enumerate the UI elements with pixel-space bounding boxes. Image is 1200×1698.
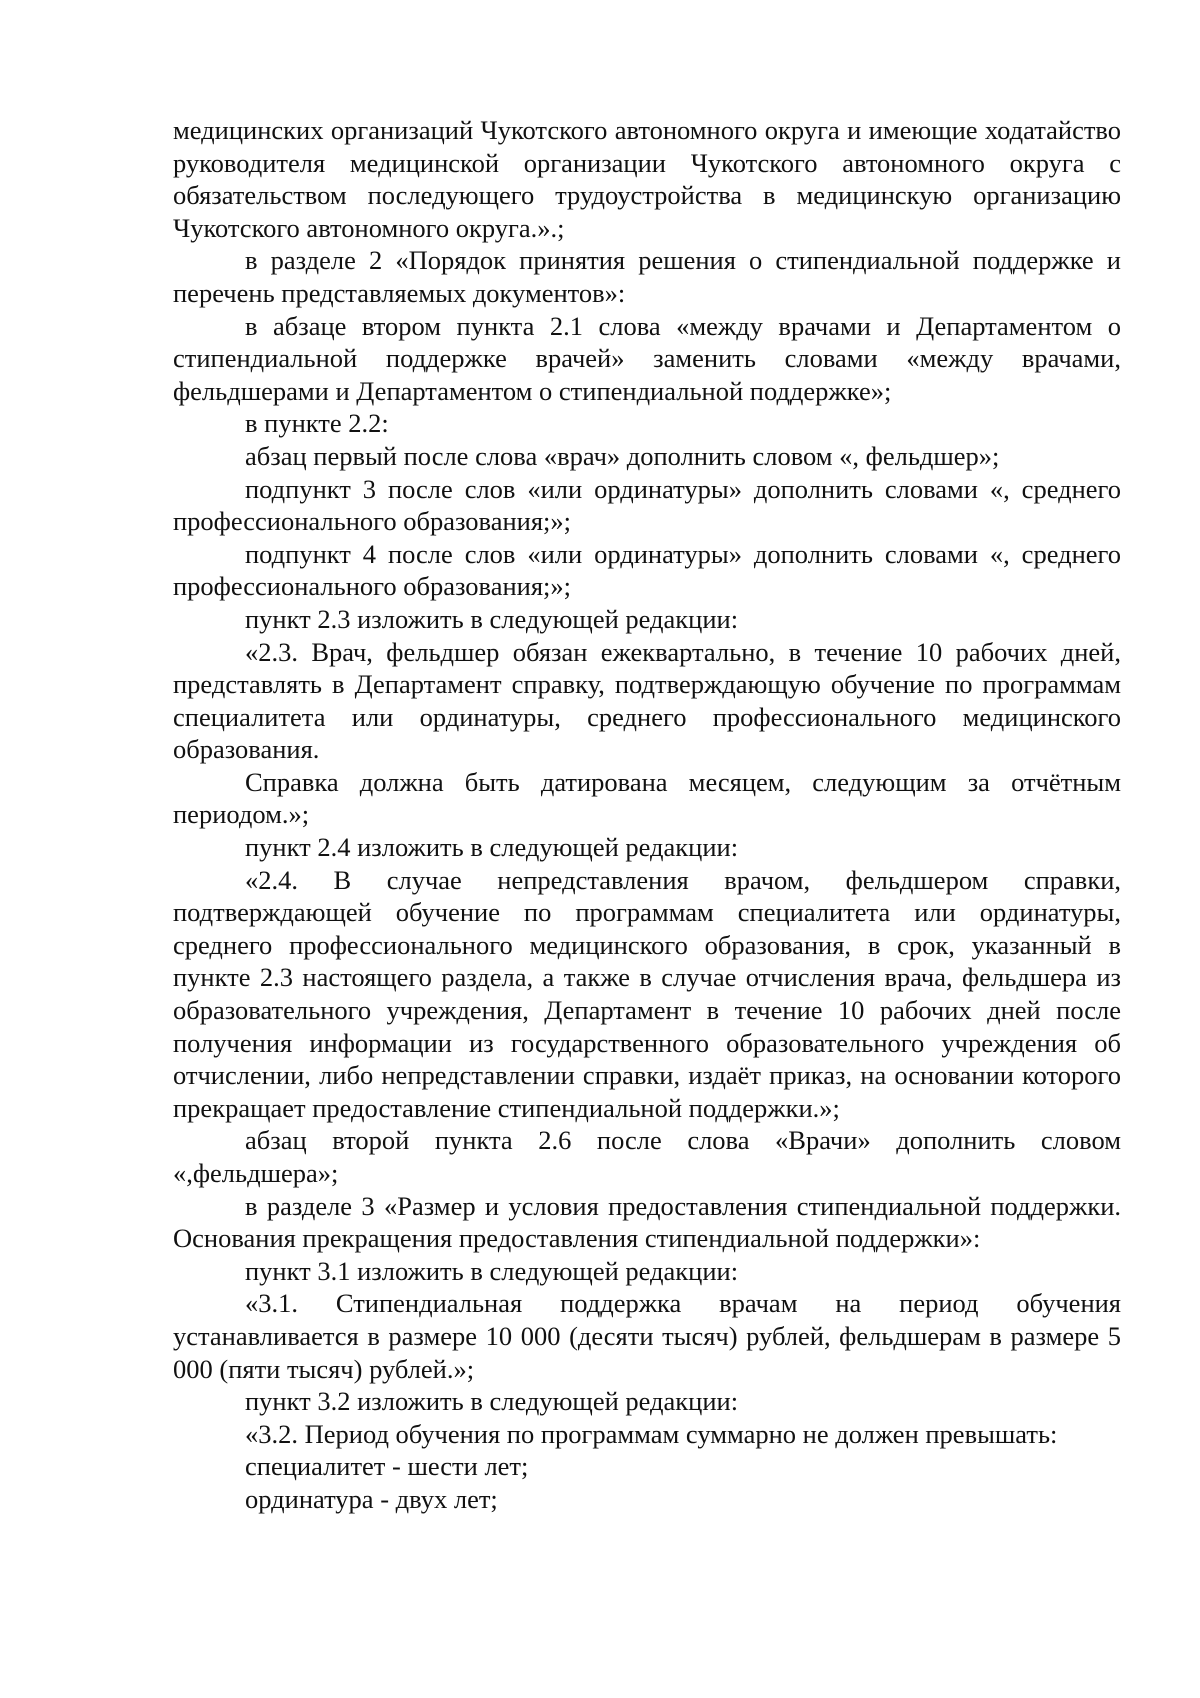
paragraph: пункт 3.2 изложить в следующей редакции: xyxy=(245,1386,739,1417)
paragraph: подпункт 4 после слов «или ординатуры» дополнить словами «, среднего профессионального образования;»; xyxy=(173,538,1121,602)
paragraph: «3.1. Стипендиальная поддержка врачам на период обучения устанавливается в размере 10 000 (десяти тысяч) рублей, фельдшерам в размере 5 000 (пяти тысяч) рублей.»; xyxy=(173,1288,1121,1384)
paragraph: «2.4. В случае непредставления врачом, фельдшером справки, подтверждающей обучение по программам специалитета или ординатуры, среднего профессионального медицинского образования, в срок, указанный в пункте 2.3 настоящего раздела, а также в случае отчисления врача, фельдшера из образовательного учреждения, Департамент в течение 10 рабочих дней после получения информации из государственного образовательного учреждения об отчислении, либо непредставлении справки, издаёт приказ, на основании которого прекращает предоставление стипендиальной поддержки.»; xyxy=(173,864,1121,1123)
paragraph: в разделе 3 «Размер и условия предоставления стипендиальной поддержки. Основания прекращения предоставления стипендиальной поддержки»: xyxy=(173,1190,1121,1254)
paragraph: Справка должна быть датирована месяцем, следующим за отчётным периодом.»; xyxy=(173,766,1121,830)
paragraph: пункт 3.1 изложить в следующей редакции: xyxy=(245,1255,739,1286)
paragraph: специалитет - шести лет; xyxy=(245,1451,529,1482)
paragraph: медицинских организаций Чукотского автономного округа и имеющие ходатайство руководителя медицинской организации Чукотского автономного округа с обязательством последующего трудоустройства в медицинскую организацию Чукотского автономного округа.».; xyxy=(173,115,1121,243)
paragraph: «3.2. Период обучения по программам суммарно не должен превышать: xyxy=(245,1418,1058,1449)
document-page xyxy=(173,114,1121,1516)
paragraph: пункт 2.3 изложить в следующей редакции: xyxy=(245,603,739,634)
paragraph: абзац второй пункта 2.6 после слова «Врачи» дополнить словом «,фельдшера»; xyxy=(173,1125,1121,1188)
paragraph: в абзаце втором пункта 2.1 слова «между врачами и Департаментом о стипендиальной поддержке врачей» заменить словами «между врачами, фельдшерами и Департаментом о стипендиальной поддержке»; xyxy=(173,310,1121,406)
paragraph: «2.3. Врач, фельдшер обязан ежеквартально, в течение 10 рабочих дней, представлять в Департамент справку, подтверждающую обучение по программам специалитета или ординатуры, среднего профессионального медицинского образования. xyxy=(173,636,1121,765)
paragraph: абзац первый после слова «врач» дополнить словом «, фельдшер»; xyxy=(245,440,1000,471)
paragraph: подпункт 3 после слов «или ординатуры» дополнить словами «, среднего профессионального образования;»; xyxy=(173,473,1121,537)
paragraph: пункт 2.4 изложить в следующей редакции: xyxy=(245,832,739,863)
paragraph: в пункте 2.2: xyxy=(245,408,389,439)
paragraph: в разделе 2 «Порядок принятия решения о стипендиальной поддержке и перечень представляемых документов»: xyxy=(173,245,1121,308)
paragraph: ординатура - двух лет; xyxy=(245,1483,498,1514)
